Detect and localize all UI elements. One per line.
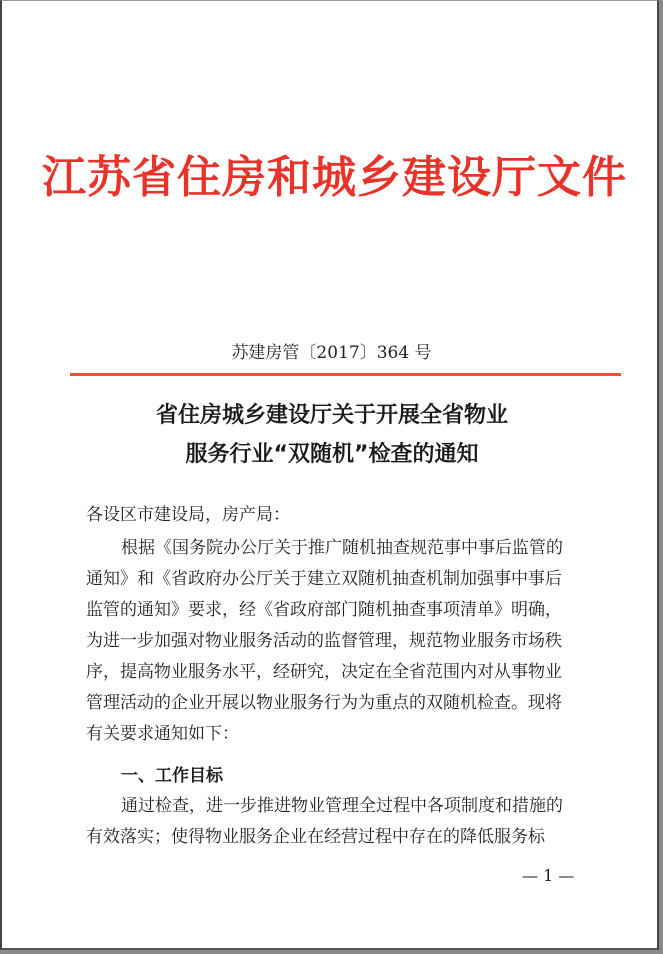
- paragraph-line: 通知》和《省政府办公厅关于建立双随机抽查机制加强事中事后: [86, 569, 562, 589]
- issuer-header: 江苏省住房和城乡建设厅文件: [42, 152, 627, 203]
- paragraph-line: 有关要求通知如下：: [86, 724, 239, 744]
- document-title-line-1: 省住房城乡建设厅关于开展全省物业: [155, 403, 508, 428]
- document-number: 苏建房管〔2017〕364 号: [231, 343, 432, 363]
- paragraph-line: 根据《国务院办公厅关于推广随机抽查规范事中事后监管的: [121, 538, 563, 558]
- paragraph-line: 通过检查，进一步推进物业管理全过程中各项制度和措施的: [121, 796, 563, 816]
- addressee: 各设区市建设局，房产局：: [86, 505, 290, 525]
- paragraph-line: 监管的通知》要求，经《省政府部门随机抽查事项清单》明确，: [86, 600, 562, 620]
- section-heading: 一、工作目标: [121, 766, 223, 786]
- paragraph-line: 序，提高物业服务水平，经研究，决定在全省范围内对从事物业: [86, 662, 562, 682]
- document-title-line-2: 服务行业“双随机”检查的通知: [185, 442, 479, 467]
- paragraph-line: 管理活动的企业开展以物业服务行为为重点的双随机检查。现将: [86, 693, 562, 713]
- page-number: — 1 —: [522, 866, 575, 885]
- paragraph-line: 有效落实；使得物业服务企业在经营过程中存在的降低服务标: [86, 827, 545, 847]
- paragraph-line: 为进一步加强对物业服务活动的监督管理，规范物业服务市场秩: [86, 631, 562, 651]
- red-separator-line: [70, 373, 621, 376]
